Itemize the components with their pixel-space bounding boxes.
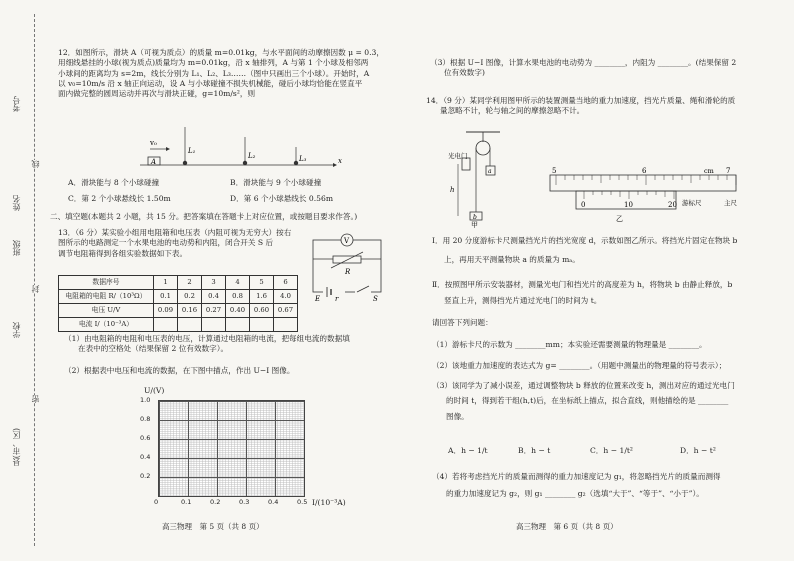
fig-yi: 乙 [616, 215, 623, 223]
right-footer: 高三物理 第 6 页（共 8 页） [516, 522, 618, 531]
q14-option-a[interactable]: A．h − 1/t [448, 446, 488, 455]
table-cell: 0.60 [250, 304, 274, 318]
step-2 [432, 280, 782, 307]
table-row [59, 290, 298, 304]
xtick: 0.3 [239, 498, 250, 506]
scale-bottom-0: 0 [581, 201, 586, 209]
scale-bottom-20: 20 [668, 201, 677, 209]
label-xingming: 姓名 [12, 195, 21, 211]
q14-part2: （2）该地重力加速度的表达式为 g= ________。（用题中测量出的物理量的符号表示）； [432, 361, 727, 370]
seal-mark-feng: 封 [31, 285, 40, 293]
q13-part1 [64, 334, 394, 355]
q12-line: 小球间的距离均为 s=2m，线长分别为 L₁、L₂、L₃……（图中只画出三个小球）。开始时，A [58, 68, 370, 78]
q13-part1-line: 在表中的空格处（结果保留 2 位有效数字）。 [78, 344, 229, 354]
table-header-cell: 2 [178, 276, 202, 290]
table-cell: 0.8 [226, 290, 250, 304]
q13-part2: （2）根据表中电压和电流的数据，在下图中描点，作出 U−I 图像。 [64, 366, 295, 375]
table-cell: 0.09 [154, 304, 178, 318]
circuit-V: V [344, 237, 350, 245]
q14-part4-line: 的重力加速度记为 g₂，则 g₁ ________ g₂（选填“大于”、“等于”、“小于”）。 [446, 489, 704, 499]
q12-line: 12．如图所示，滑块 A（可视为质点）的质量 m=0.01kg，与水平面间的动摩擦因数 μ = 0.3， [58, 48, 384, 57]
label-main-scale: 主尺 [724, 199, 737, 207]
q12-line: 面内做完整的圆周运动并再次与滑块正碰，g=10m/s²，则 [58, 89, 256, 98]
circuit-diagram [305, 230, 390, 302]
table-cell: 0.1 [154, 290, 178, 304]
table-header-cell: 6 [274, 276, 298, 290]
ytick: 0.8 [140, 415, 151, 423]
step-line: 竖直上升，测得挡光片通过光电门的时间为 t。 [444, 296, 602, 306]
fig-b: b [473, 214, 477, 221]
table-row [59, 318, 298, 332]
table-header-cell: 5 [250, 276, 274, 290]
scale-top-5: 5 [552, 167, 557, 175]
q14-part4 [432, 472, 784, 500]
table-cell: 电压 U/V [59, 304, 154, 318]
graph-grid[interactable] [158, 400, 305, 497]
q12-option-b[interactable]: B．滑块能与 9 个小球碰撞 [230, 178, 322, 187]
table-cell: 4.0 [274, 290, 298, 304]
q13-part3-line: （3）根据 U−I 图像，计算水果电池的电动势为 ________，内阻为 ________。(结果保留 2 [430, 58, 737, 67]
q13-line: 13．（6 分）某实验小组用电阻箱和电压表（内阻可视为无穷大）按右 [58, 228, 292, 237]
fig-h: h [450, 186, 455, 194]
binding-dashed-line [34, 14, 35, 546]
table-cell: 电流 I/（10⁻³A） [59, 318, 154, 332]
seal-mark-xian: 线 [31, 160, 40, 168]
label-banji: 班级 [12, 240, 21, 256]
q14-part3-line: 图像。 [446, 411, 469, 421]
q12-option-d[interactable]: D．第 6 个小球悬线长 0.56m [230, 194, 334, 203]
scale-top-7: 7 [726, 167, 731, 175]
table-cell: 0.27 [202, 304, 226, 318]
q12-line: 以 v₀=10m/s 沿 x 轴正向运动，设 A 与小球碰撞不损失机械能，碰后小球均恰能在竖直平 [58, 78, 363, 88]
label-kaohao: 考号 [12, 96, 21, 112]
graph-ylabel: U/(V) [144, 386, 165, 395]
q13-line: 图所示的电路测定一个水果电池的电动势和内阻，闭合开关 S 后 [58, 238, 274, 248]
fig12-L2: L₂ [248, 152, 256, 160]
table-answer-cell[interactable] [250, 318, 274, 332]
xtick: 0 [154, 498, 159, 506]
q14-part4-line: （4）若将考虑挡光片的质量而测得的重力加速度记为 g₁，将忽略挡光片的质量而测得 [432, 472, 721, 481]
xtick: 0.5 [297, 498, 308, 506]
fig12-A: A [151, 158, 157, 166]
ytick: 1.0 [140, 396, 151, 404]
circuit-r: r [335, 295, 339, 302]
ytick: 0.4 [140, 453, 151, 461]
q14-line: 量忽略不计，轮与轴之间的摩擦忽略不计。 [440, 106, 585, 116]
q13-part3 [430, 58, 780, 79]
step-line: 上，再用天平测量物块 a 的质量为 mₐ。 [444, 255, 580, 265]
right-page [418, 0, 788, 561]
q14-line: 14．（9 分）某同学利用图甲所示的装置测量当地的重力加速度，挡光片质量、绳和滑轮的质 [426, 96, 736, 105]
fig-a: a [488, 168, 492, 175]
q12-option-a[interactable]: A．滑块能与 8 个小球碰撞 [68, 178, 160, 187]
table-header-cell: 1 [154, 276, 178, 290]
q14-option-b[interactable]: B．h − t [518, 446, 551, 455]
scale-top-6: 6 [642, 167, 647, 175]
question-13 [58, 228, 298, 259]
table-cell: 0.4 [202, 290, 226, 304]
table-answer-cell[interactable] [154, 318, 178, 332]
section-2-heading: 二、填空题(本题共 2 小题，共 15 分。把答案填在答题卡上对应位置，或按题目要求作答。) [50, 212, 358, 221]
circuit-R: R [345, 268, 351, 276]
fig12-v0: v₀ [150, 139, 157, 147]
q12-option-c[interactable]: C．第 2 个小球悬线长 1.50m [68, 194, 171, 203]
question-14 [426, 96, 782, 117]
label-vernier: 游标尺 [682, 199, 702, 207]
q13-part1-line: （1）由电阻箱的电阻和电压表的电压，计算通过电阻箱的电流，把每组电流的数据填 [64, 334, 350, 343]
table-answer-cell[interactable] [274, 318, 298, 332]
circuit-S: S [373, 295, 378, 302]
q14-part3-line: 的时间 t，得到若干组(h,t)后，在坐标纸上描点，拟合直线，则他描绘的是 ________ [446, 396, 729, 406]
table-cell: 0.2 [178, 290, 202, 304]
q13-line: 调节电阻箱得到各组实验数据如下表。 [58, 248, 188, 258]
table-cell: 0.16 [178, 304, 202, 318]
unit-cm: cm [704, 167, 714, 175]
fig-jia: 甲 [471, 221, 478, 228]
ytick: 0.2 [140, 472, 151, 480]
graph-xlabel: I/(10⁻³A) [312, 498, 346, 507]
fig12-L1: L₁ [188, 147, 196, 155]
scale-bottom-10: 10 [624, 201, 633, 209]
fig-guangdianmen: 光电门 [448, 152, 468, 160]
fig12-x: x [338, 157, 342, 165]
table-answer-cell[interactable] [226, 318, 250, 332]
ytick: 0.6 [140, 434, 151, 442]
q14-option-c[interactable]: C．h − 1/t² [590, 446, 633, 455]
q14-part3 [432, 381, 782, 422]
answer-intro: 请回答下列问题： [432, 318, 493, 327]
binding-margin [0, 0, 46, 561]
seal-mark-mi: 密 [31, 395, 40, 403]
q14-option-d[interactable]: D．h − t² [680, 446, 716, 455]
step-line: Ⅰ．用 20 分度游标卡尺测量挡光片的挡光宽度 d，示数如图乙所示。将挡光片固定在物块 b [432, 236, 738, 245]
step-line: Ⅱ．按照图甲所示安装器材，测量光电门和挡光片的高度差为 h，将物块 b 由静止释放，b [432, 280, 733, 289]
q12-figure [140, 125, 350, 175]
table-cell: 1.6 [250, 290, 274, 304]
table-header-row [59, 276, 298, 290]
table-row [59, 304, 298, 318]
q14-part1: （1）游标卡尺的示数为 ________mm；本实验还需要测量的物理量是 ________。 [432, 340, 707, 349]
table-header-cell: 4 [226, 276, 250, 290]
fig12-L3: L₃ [299, 155, 307, 163]
table-answer-cell[interactable] [178, 318, 202, 332]
table-answer-cell[interactable] [202, 318, 226, 332]
table-cell: 0.67 [274, 304, 298, 318]
q14-part3-line: （3）该同学为了减小误差，通过调整物块 b 释放的位置来改变 h，测出对应的通过光电门 [432, 381, 735, 390]
question-12 [58, 48, 393, 99]
data-table [58, 275, 298, 332]
table-header-cell: 数据序号 [59, 276, 154, 290]
left-footer: 高三物理 第 5 页（共 8 页） [162, 522, 264, 531]
apparatus-figure-jia [448, 128, 538, 228]
q13-part3-line: 位有效数字) [444, 68, 485, 78]
vernier-figure-yi [546, 165, 746, 225]
label-xuexiao: 学校 [12, 322, 21, 338]
xtick: 0.4 [268, 498, 279, 506]
label-xian: 县(市、区) [12, 428, 21, 467]
circuit-E: E [315, 295, 321, 302]
table-cell: 0.40 [226, 304, 250, 318]
table-cell: 电阻箱的电阻 R/（10³Ω） [59, 290, 154, 304]
xtick: 0.1 [181, 498, 192, 506]
table-header-cell: 3 [202, 276, 226, 290]
left-page [50, 0, 395, 561]
xtick: 0.2 [210, 498, 221, 506]
step-1 [432, 236, 782, 266]
q12-line: 用细线悬挂的小球(视为质点)质量均为 m=0.01kg，沿 x 轴排列，A 与第 1 个小球及相邻两 [58, 58, 369, 68]
